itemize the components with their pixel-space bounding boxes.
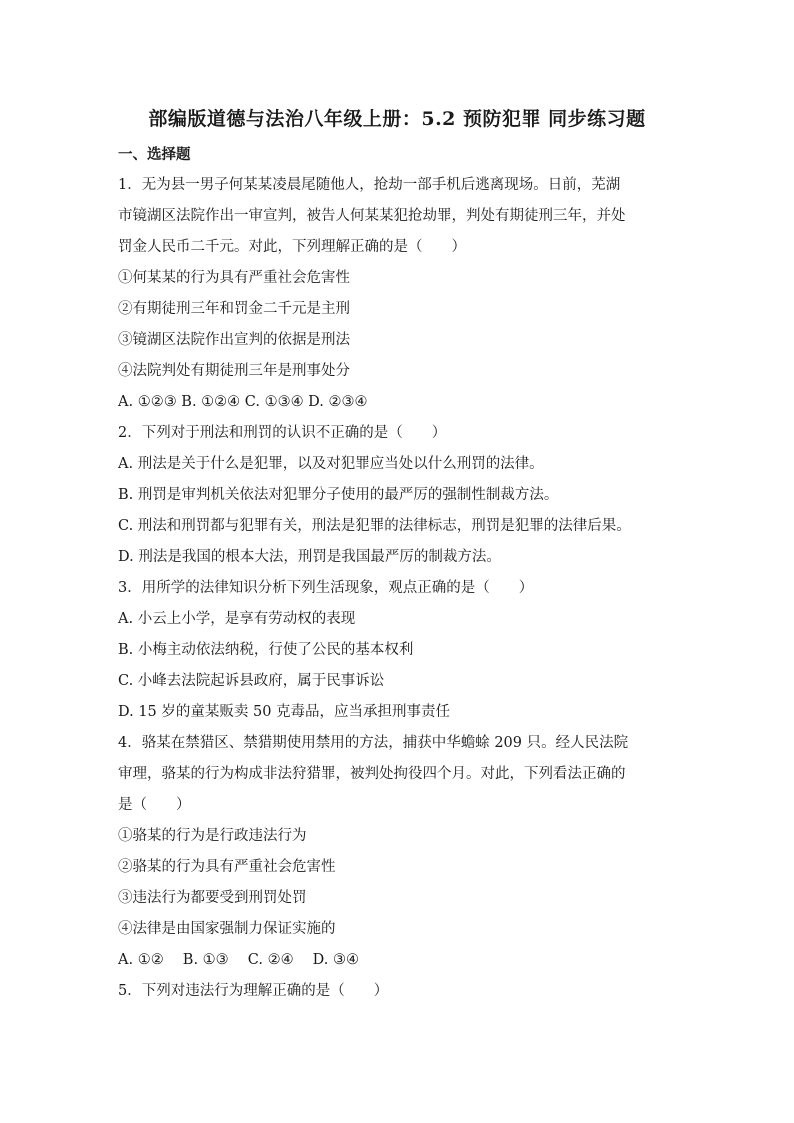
- text-line: D. 刑法是我国的根本大法，刑罚是我国最严厉的制裁方法。: [118, 549, 501, 565]
- text-line: D. 15 岁的童某贩卖 50 克毒品，应当承担刑事责任: [118, 704, 451, 720]
- document-title: 部编版道德与法治八年级上册：5.2 预防犯罪 同步练习题: [148, 108, 646, 130]
- text-line: ④法律是由国家强制力保证实施的: [118, 921, 336, 937]
- text-line: ②骆某的行为具有严重社会危害性: [118, 859, 336, 875]
- text-line: 3．用所学的法律知识分析下列生活现象，观点正确的是（ ）: [118, 580, 534, 596]
- text-line: ③违法行为都要受到刑罚处罚: [118, 890, 307, 906]
- text-line: B. 刑罚是审判机关依法对犯罪分子使用的最严厉的强制性制裁方法。: [118, 487, 559, 503]
- text-line: 是（ ）: [118, 797, 191, 813]
- document-body: [118, 139, 678, 1007]
- text-line: B. 小梅主动依法纳税，行使了公民的基本权利: [118, 642, 414, 658]
- text-line: A. ①② B. ①③ C. ②④ D. ③④: [118, 952, 360, 968]
- text-line: ①骆某的行为是行政违法行为: [118, 828, 307, 844]
- text-line: 1．无为县一男子何某某凌晨尾随他人，抢劫一部手机后逃离现场。日前，芜湖: [118, 177, 621, 193]
- text-line: C. 小峰去法院起诉县政府，属于民事诉讼: [118, 673, 385, 689]
- text-line: A. 刑法是关于什么是犯罪，以及对犯罪应当处以什么刑罚的法律。: [118, 456, 544, 472]
- text-line: A. 小云上小学，是享有劳动权的表现: [118, 611, 356, 627]
- text-line: ③镜湖区法院作出宣判的依据是刑法: [118, 332, 350, 348]
- text-line: 审理，骆某的行为构成非法狩猎罪，被判处拘役四个月。对此，下列看法正确的: [118, 766, 626, 782]
- text-line: ④法院判处有期徒刑三年是刑事处分: [118, 363, 350, 379]
- text-line: 市镜湖区法院作出一审宣判，被告人何某某犯抢劫罪，判处有期徒刑三年，并处: [118, 208, 626, 224]
- text-line: 4．骆某在禁猎区、禁猎期使用禁用的方法，捕获中华蟾蜍 209 只。经人民法院: [118, 735, 629, 751]
- text-line: ①何某某的行为具有严重社会危害性: [118, 270, 350, 286]
- text-line: ②有期徒刑三年和罚金二千元是主刑: [118, 301, 350, 317]
- text-line: 2．下列对于刑法和刑罚的认识不正确的是（ ）: [118, 425, 447, 441]
- text-line: 5．下列对违法行为理解正确的是（ ）: [118, 983, 389, 999]
- section-heading: 一、选择题: [118, 146, 191, 163]
- text-line: C. 刑法和刑罚都与犯罪有关，刑法是犯罪的法律标志，刑罚是犯罪的法律后果。: [118, 518, 631, 534]
- text-line: A. ①②③ B. ①②④ C. ①③④ D. ②③④: [118, 394, 368, 410]
- text-line: 罚金人民币二千元。对此，下列理解正确的是（ ）: [118, 239, 466, 255]
